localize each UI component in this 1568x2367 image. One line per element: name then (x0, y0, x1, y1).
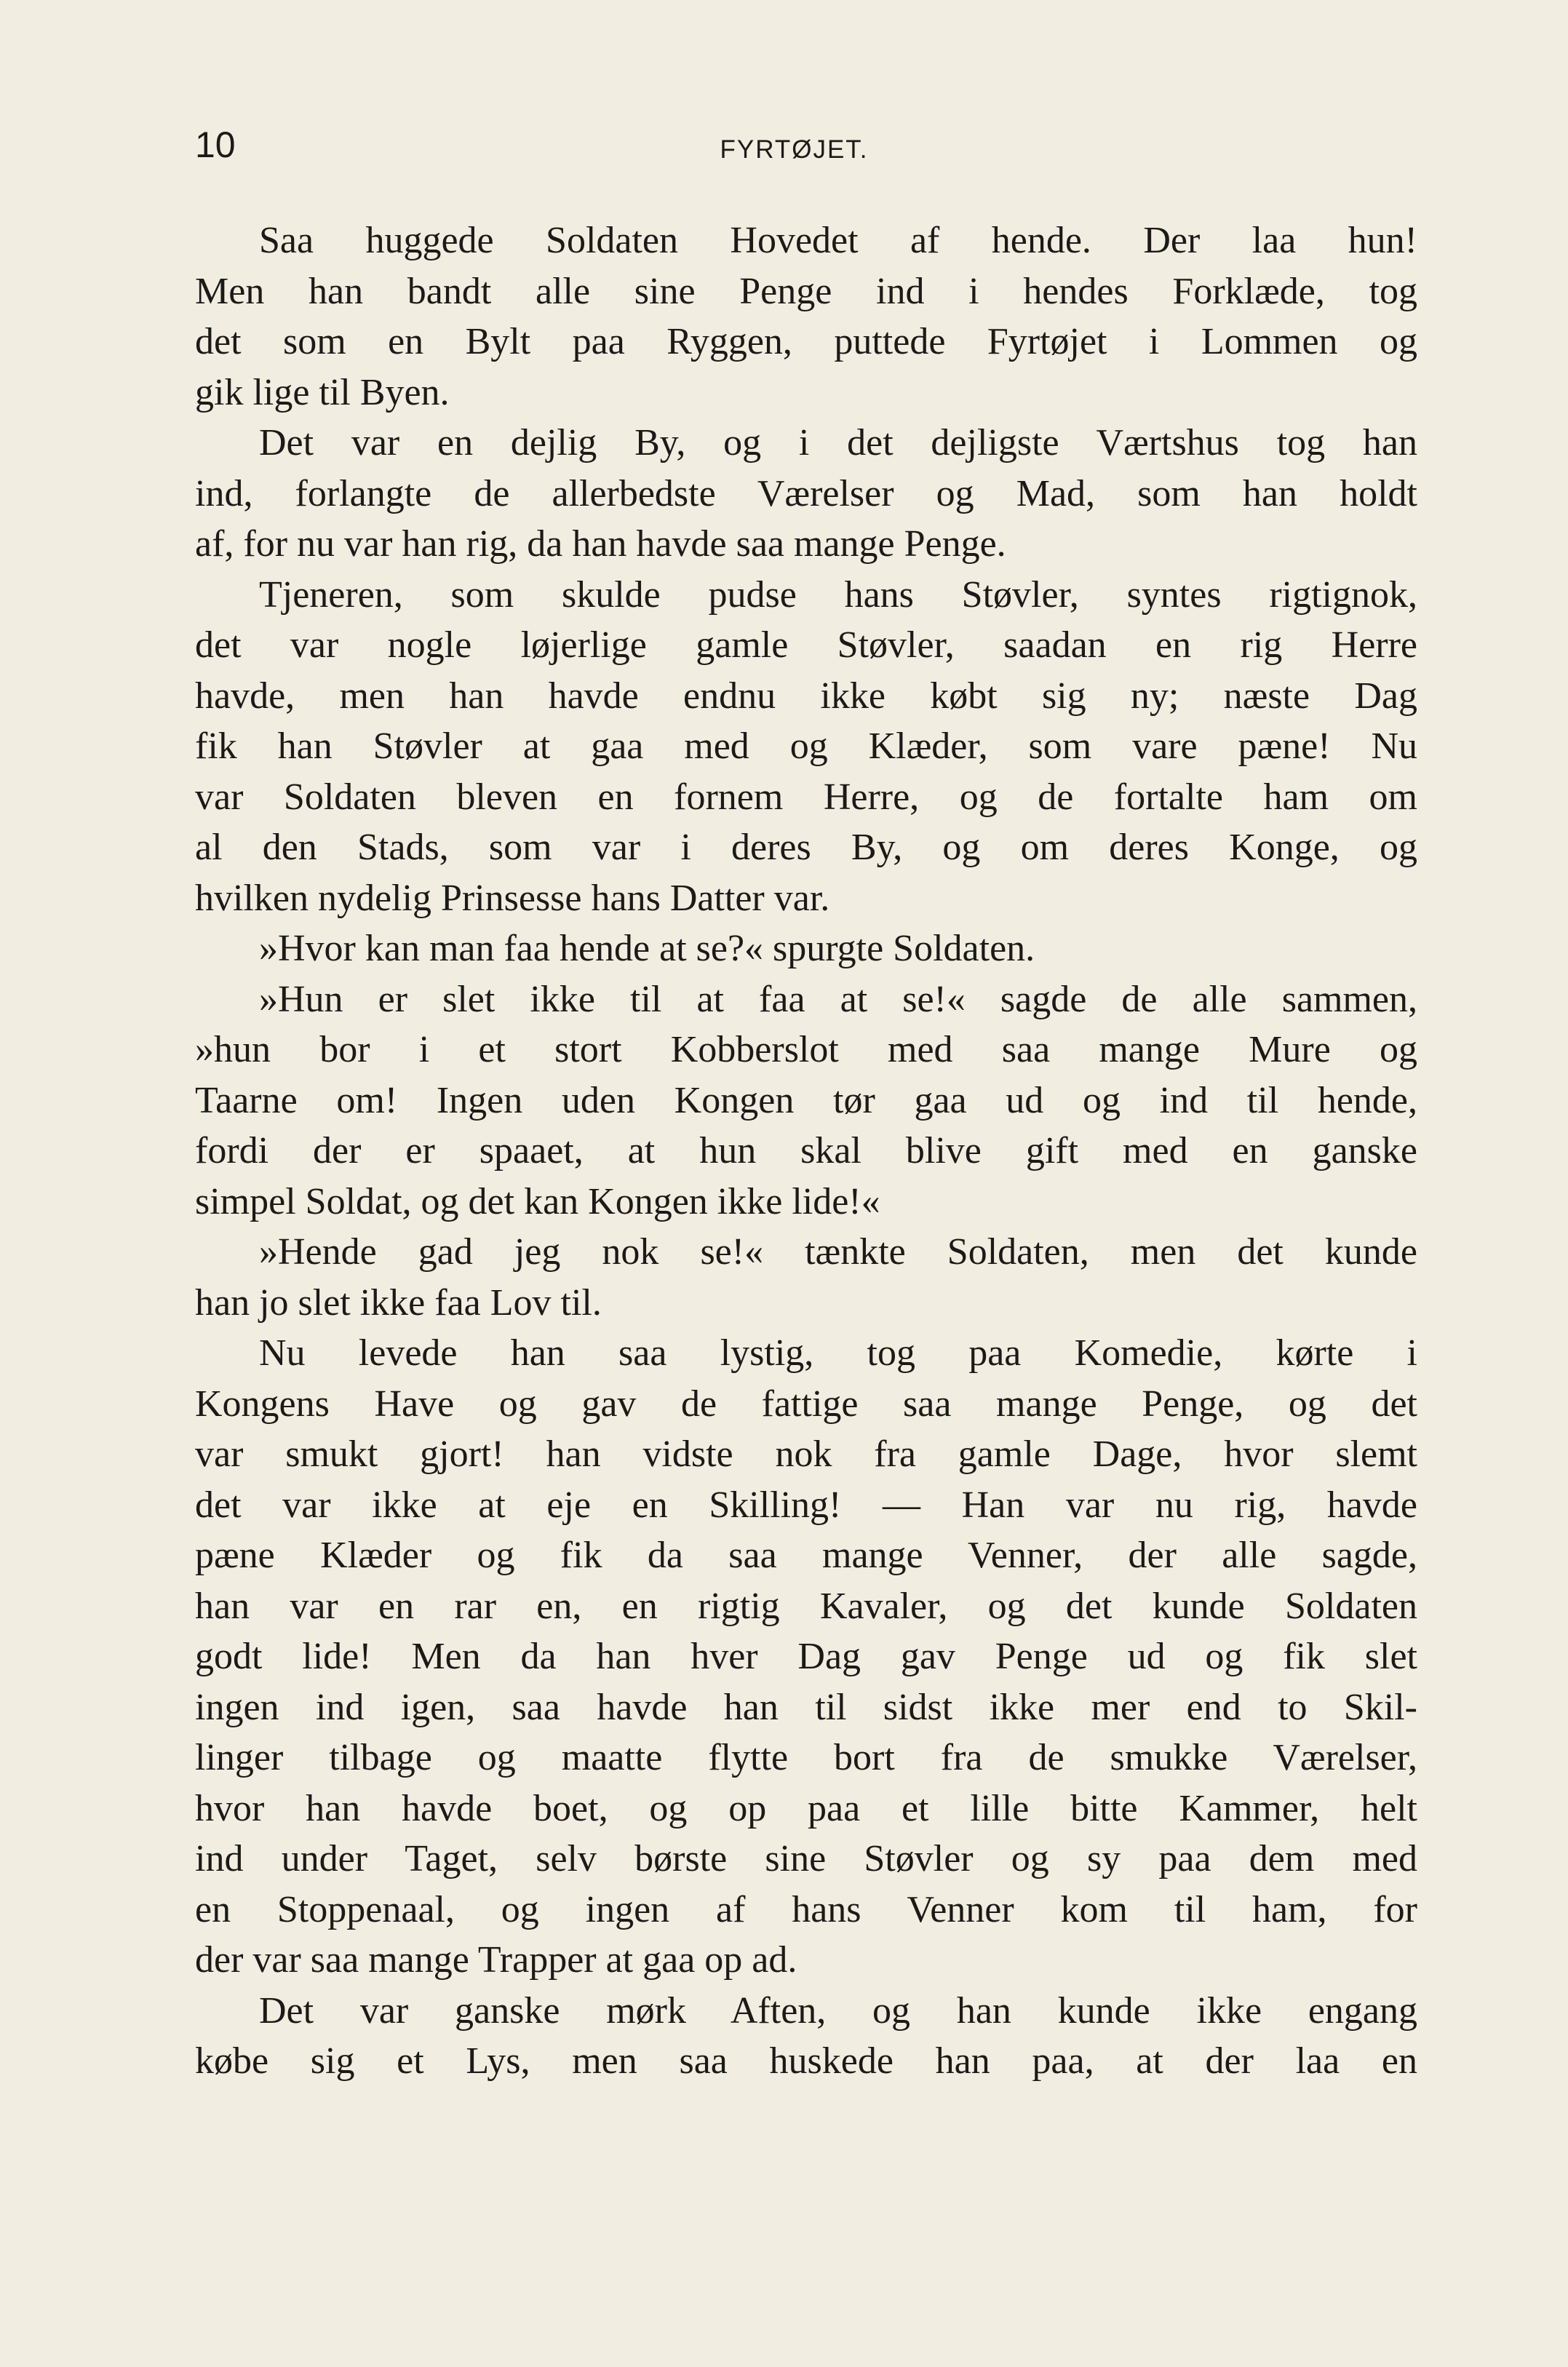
text-line: »Hvor kan man faa hende at se?« spurgte Soldaten. (259, 928, 1035, 969)
text-line: Men han bandt alle sine Penge ind i hendes Forklæde, tog (195, 270, 1417, 312)
text-line: ind, forlangte de allerbedste Værelser og Mad, som han holdt (195, 472, 1417, 514)
text-line: en Stoppenaal, og ingen af hans Venner kom til ham, for (195, 1888, 1417, 1930)
text-line: Det var en dejlig By, og i det dejligste Værtshus tog han (259, 422, 1417, 464)
text-line: »hun bor i et stort Kobberslot med saa mange Mure og (195, 1029, 1417, 1070)
text-line: Tjeneren, som skulde pudse hans Støvler, syntes rigtignok, (259, 573, 1417, 616)
text-line: købe sig et Lys, men saa huskede han paa, at der laa en (195, 2040, 1417, 2082)
body-text (195, 215, 1417, 2087)
text-line: det var ikke at eje en Skilling! — Han var nu rig, havde (195, 1484, 1417, 1526)
text-line: linger tilbage og maatte flytte bort fra de smukke Værelser, (195, 1737, 1417, 1778)
text-line: »Hun er slet ikke til at faa at se!« sagde de alle sammen, (259, 978, 1417, 1020)
text-line: pæne Klæder og fik da saa mange Venner, der alle sagde, (195, 1535, 1417, 1576)
page-header (195, 124, 1393, 175)
text-line: »Hende gad jeg nok se!« tænkte Soldaten, men det kunde (259, 1231, 1417, 1273)
text-line: var smukt gjort! han vidste nok fra gamle Dage, hvor slemt (195, 1433, 1417, 1475)
text-line: Nu levede han saa lystig, tog paa Komedie, kørte i (259, 1332, 1417, 1374)
text-line: han var en rar en, en rigtig Kavaler, og det kunde Soldaten (195, 1585, 1417, 1627)
text-line: han jo slet ikke faa Lov til. (195, 1281, 602, 1324)
text-line: godt lide! Men da han hver Dag gav Penge ud og fik slet (195, 1636, 1417, 1677)
text-line: det var nogle løjerlige gamle Støvler, saadan en rig Herre (195, 624, 1417, 666)
text-line: gik lige til Byen. (195, 371, 450, 413)
text-line: det som en Bylt paa Ryggen, puttede Fyrtøjet i Lommen og (195, 321, 1417, 362)
text-line: af, for nu var han rig, da han havde saa mange Penge. (195, 523, 1006, 565)
text-line: havde, men han havde endnu ikke købt sig ny; næste Dag (195, 675, 1417, 717)
running-title: FYRTØJET. (720, 135, 869, 164)
text-line: var Soldaten bleven en fornem Herre, og de fortalte ham om (195, 776, 1417, 818)
text-line: Det var ganske mørk Aften, og han kunde ikke engang (259, 1989, 1417, 2032)
text-line: der var saa mange Trapper at gaa op ad. (195, 1939, 797, 1981)
page-number: 10 (195, 124, 236, 165)
text-line: ingen ind igen, saa havde han til sidst ikke mer end to Skil- (195, 1686, 1417, 1728)
text-line: Saa huggede Soldaten Hovedet af hende. Der laa hun! (259, 220, 1417, 261)
text-line: al den Stads, som var i deres By, og om deres Konge, og (195, 827, 1417, 868)
text-line: simpel Soldat, og det kan Kongen ikke lide!« (195, 1180, 880, 1222)
text-line: fordi der er spaaet, at hun skal blive gift med en ganske (195, 1130, 1417, 1171)
text-line: fik han Støvler at gaa med og Klæder, som vare pæne! Nu (195, 725, 1417, 767)
text-line: hvilken nydelig Prinsesse hans Datter var. (195, 877, 830, 919)
text-line: Taarne om! Ingen uden Kongen tør gaa ud og ind til hende, (195, 1079, 1417, 1121)
text-line: ind under Taget, selv børste sine Støvler og sy paa dem med (195, 1838, 1417, 1879)
text-line: hvor han havde boet, og op paa et lille bitte Kammer, helt (195, 1787, 1417, 1829)
text-line: Kongens Have og gav de fattige saa mange Penge, og det (195, 1383, 1417, 1425)
